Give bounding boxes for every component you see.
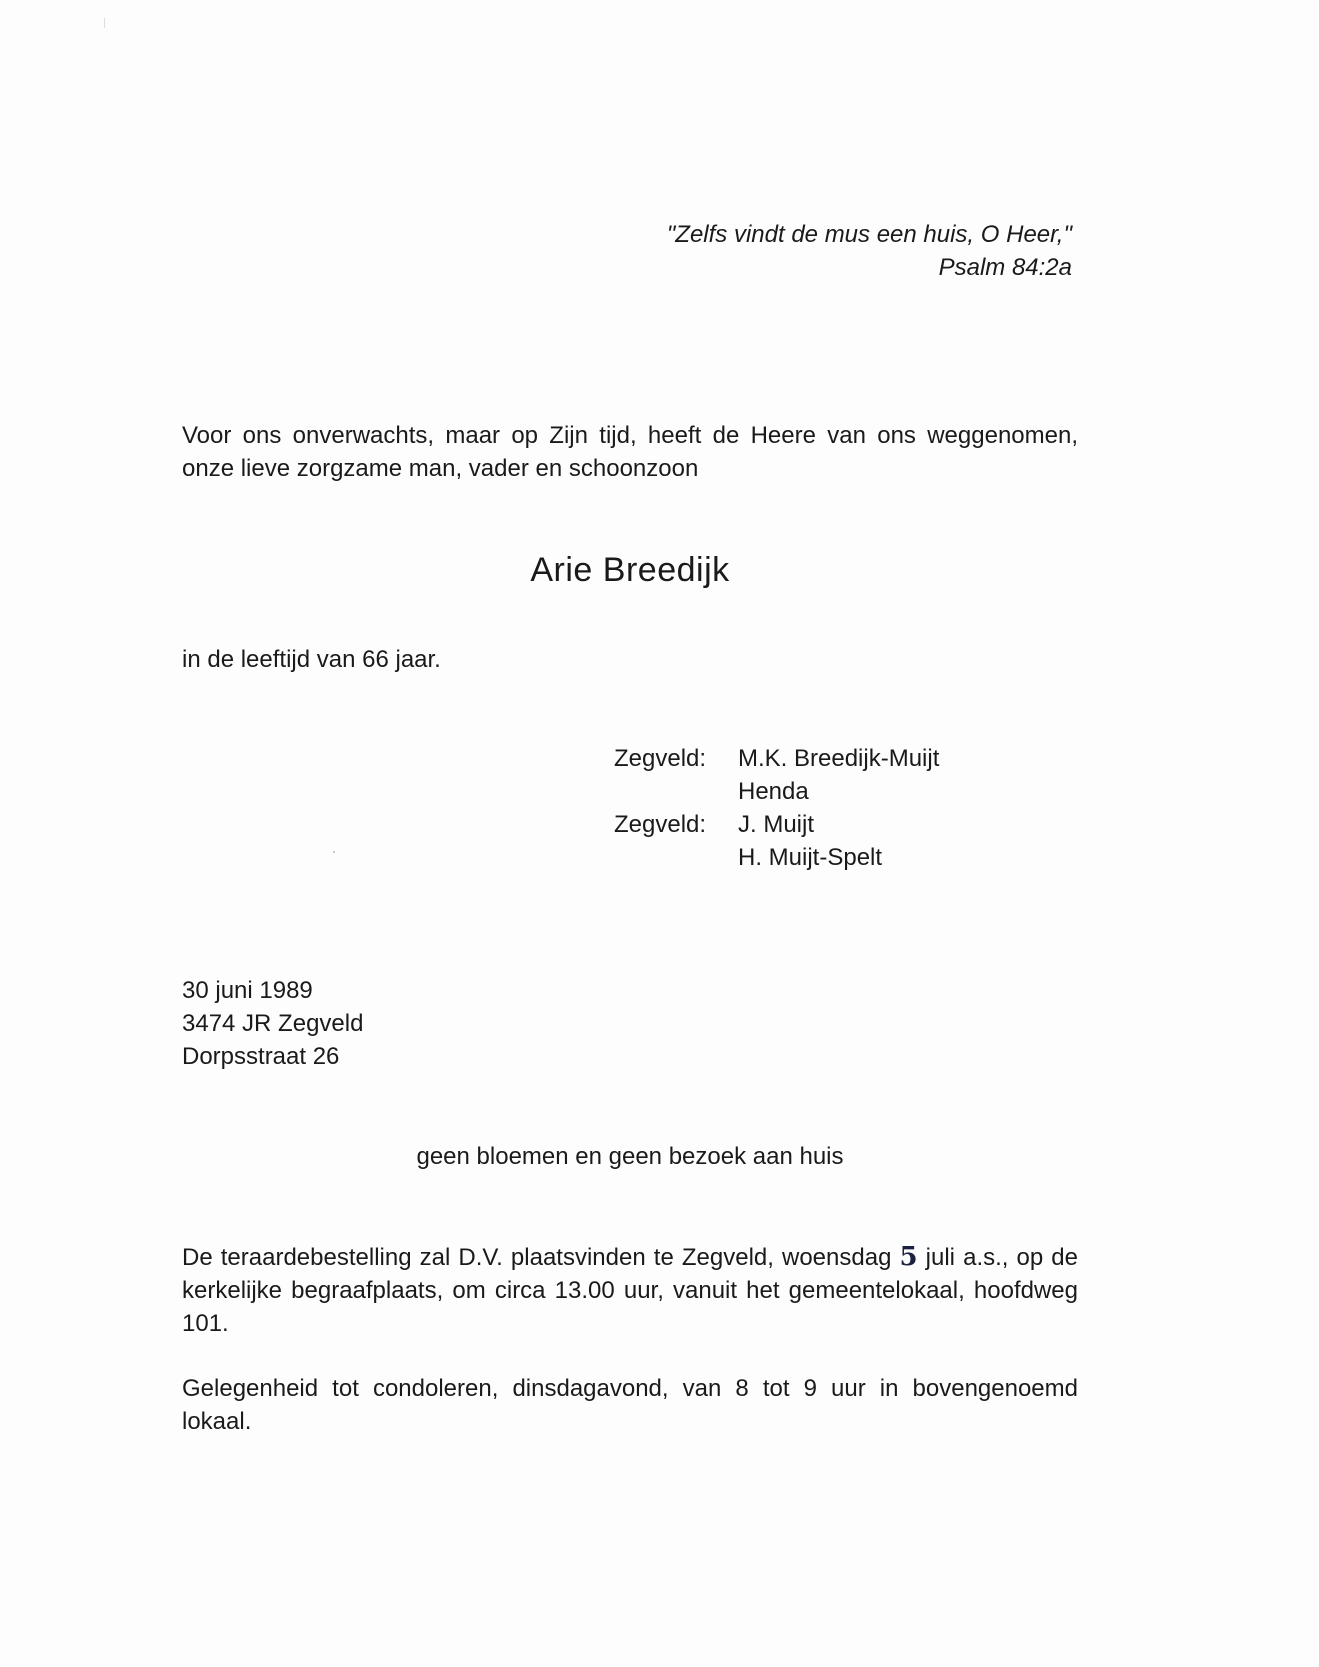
family-row xyxy=(614,742,939,775)
street-address: Dorpsstraat 26 xyxy=(182,1043,340,1070)
condolence-paragraph: Gelegenheid tot condoleren, dinsdagavond, van 8 tot 9 uur in bovengenoemd lokaal. xyxy=(182,1375,1078,1435)
family-place xyxy=(614,841,738,874)
intro-paragraph: Voor ons onverwachts, maar op Zijn tijd, heeft de Heere van ons weggenomen, onze lieve zorgzame man, vader en schoonzoon xyxy=(182,422,1078,482)
family-person: H. Muijt-Spelt xyxy=(738,844,883,871)
no-flowers-notice: geen bloemen en geen bezoek aan huis xyxy=(416,1143,844,1170)
bible-quote xyxy=(560,218,1072,284)
funeral-text-before: De teraardebestelling zal D.V. plaatsvinden te Zegveld, woensdag xyxy=(182,1244,892,1271)
paper-speck xyxy=(333,851,335,853)
postal-code-city: 3474 JR Zegveld xyxy=(182,1010,364,1037)
family-list xyxy=(614,742,939,874)
handwritten-day: 5 xyxy=(899,1242,918,1272)
family-place: Zegveld: xyxy=(614,745,707,772)
address-block xyxy=(182,974,363,1073)
paper-speck xyxy=(104,18,105,28)
family-place: Zegveld: xyxy=(614,811,707,838)
family-place xyxy=(614,775,738,808)
quote-text: "Zelfs vindt de mus een huis, O Heer," xyxy=(666,221,1072,248)
notice-date: 30 juni 1989 xyxy=(182,977,313,1004)
funeral-text-after: juli a.s., op de kerkelijke begraafplaats, om circa 13.00 uur, vanuit het gemeentelokaal, hoofdweg 101. xyxy=(182,1244,1078,1337)
family-row xyxy=(614,841,939,874)
family-person: Henda xyxy=(738,778,809,805)
quote-reference: Psalm 84:2a xyxy=(938,254,1072,281)
family-row xyxy=(614,808,939,841)
deceased-name: Arie Breedijk xyxy=(530,551,730,589)
family-person: M.K. Breedijk-Muijt xyxy=(738,745,940,772)
family-row xyxy=(614,775,939,808)
funeral-paragraph xyxy=(182,1241,1078,1340)
age-line: in de leeftijd van 66 jaar. xyxy=(182,646,441,673)
family-person: J. Muijt xyxy=(738,811,815,838)
